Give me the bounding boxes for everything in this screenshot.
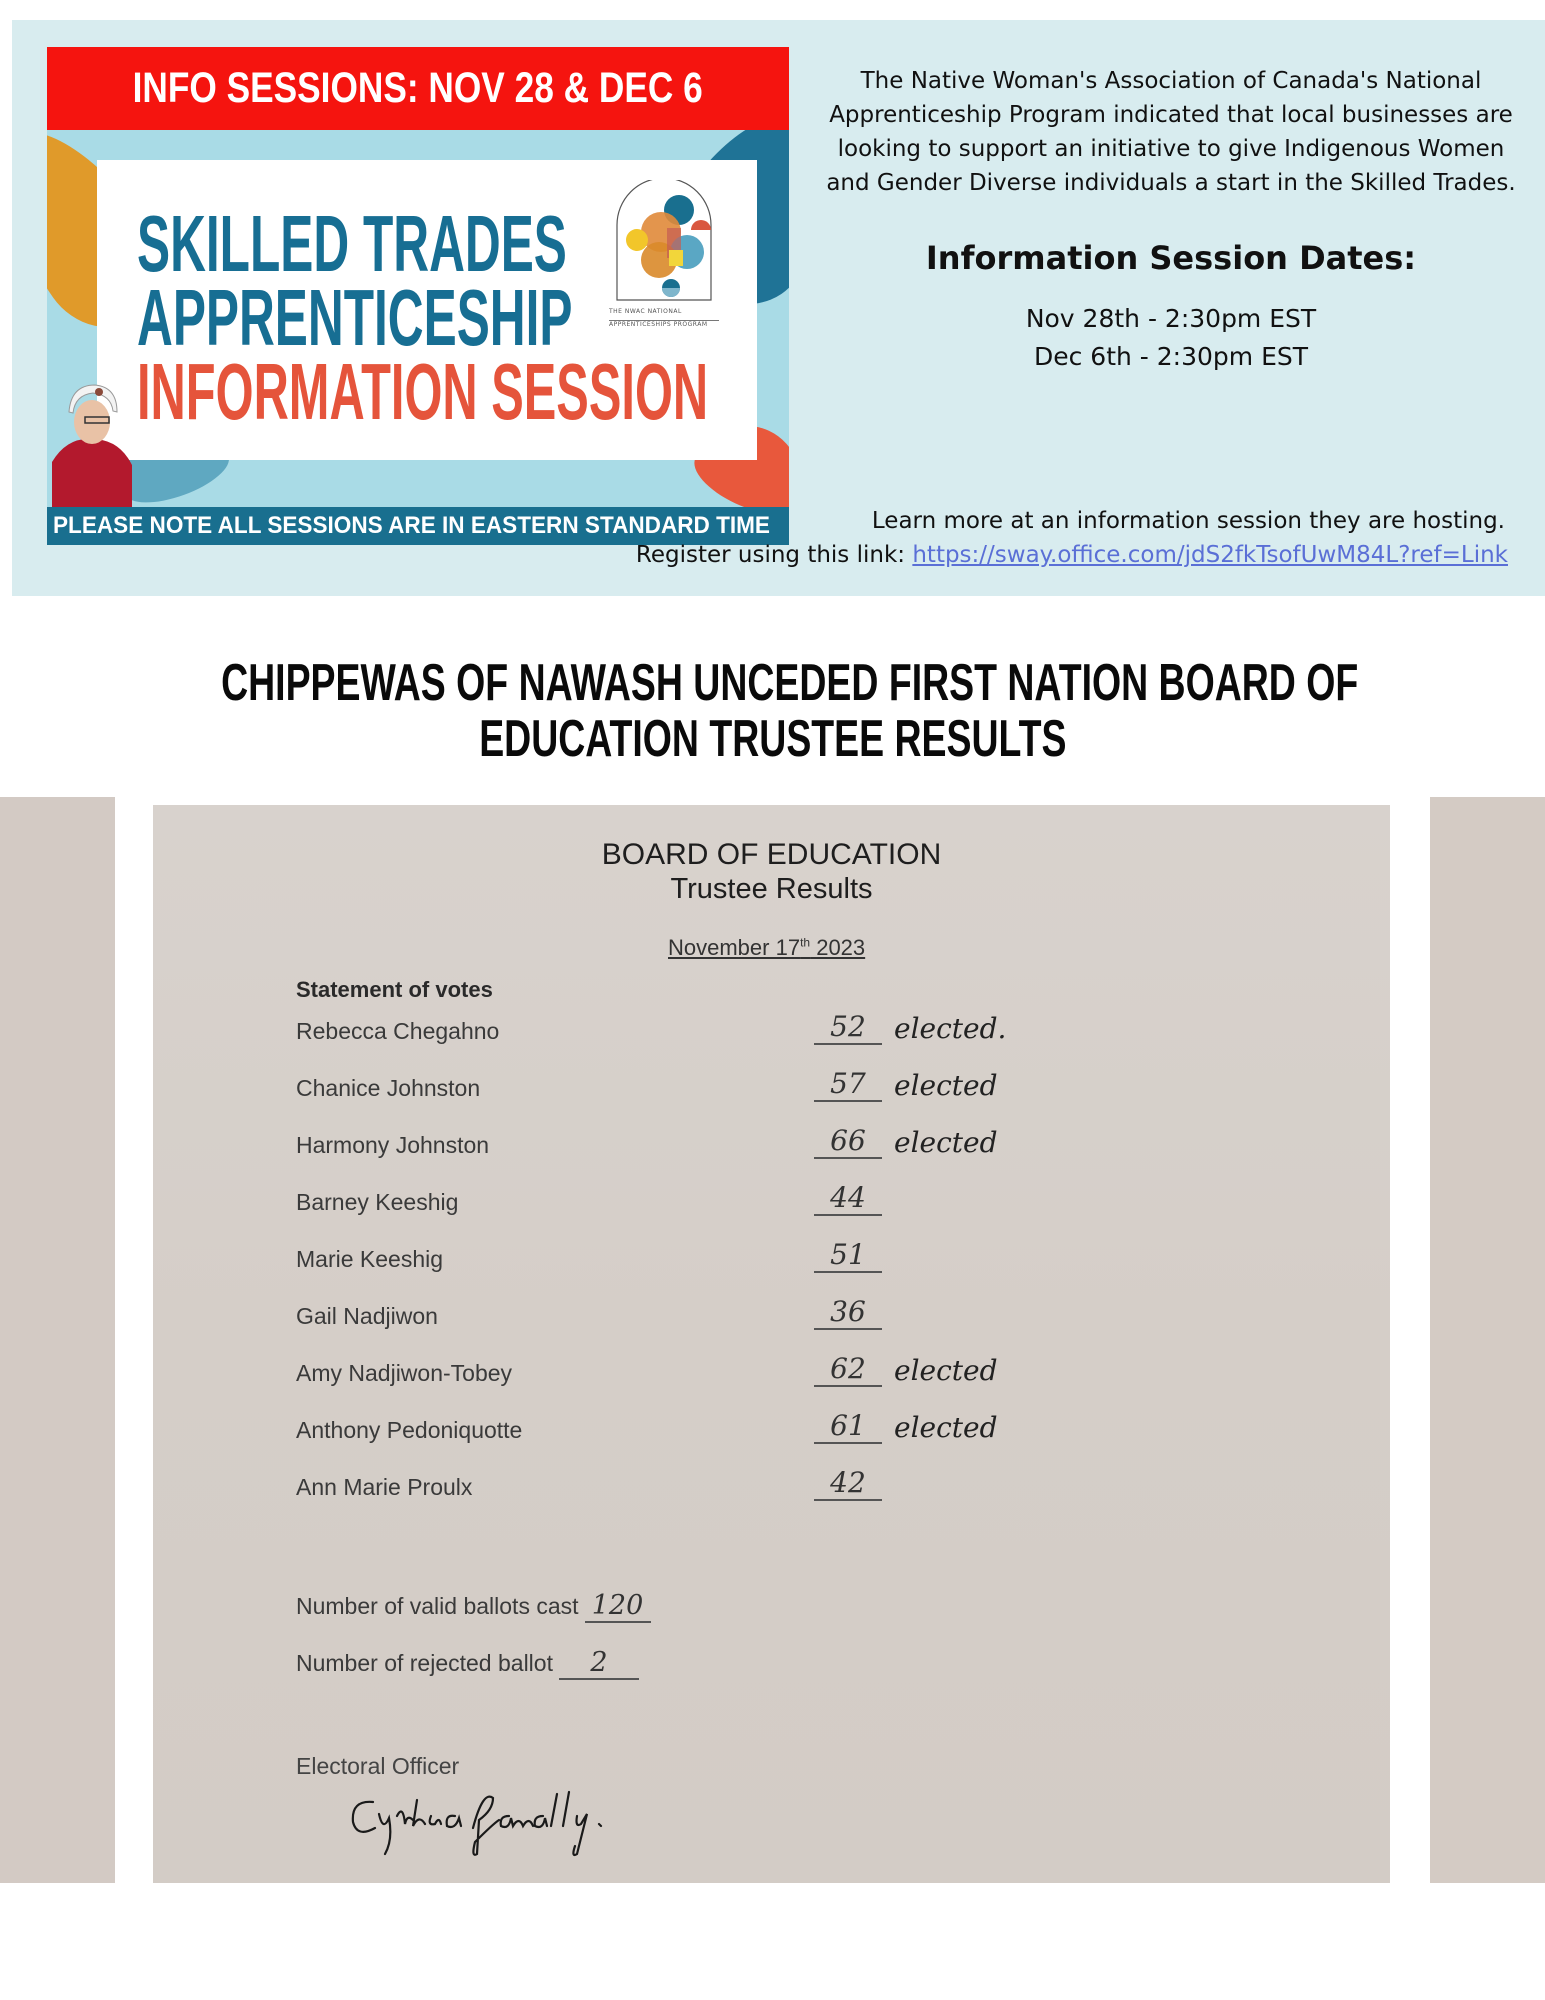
vote-count: 61 bbox=[814, 1409, 882, 1444]
banner-bottom-text: PLEASE NOTE ALL SESSIONS ARE IN EASTERN STANDARD TIME bbox=[53, 512, 770, 539]
info-text-column bbox=[802, 64, 1540, 376]
sheet-date-year: 2023 bbox=[810, 935, 866, 960]
person-in-hardhat-photo bbox=[47, 377, 137, 507]
headline-line2: EDUCATION TRUSTEE RESULTS bbox=[478, 710, 1067, 768]
trustee-results-sheet-photo bbox=[153, 805, 1390, 1883]
logo-text-line1: THE NWAC NATIONAL bbox=[609, 308, 682, 315]
nwac-logo bbox=[609, 180, 719, 330]
photo-edge-right bbox=[1430, 797, 1545, 1883]
valid-ballots-line bbox=[296, 1590, 651, 1623]
vote-count: 57 bbox=[814, 1067, 882, 1102]
sheet-date bbox=[668, 935, 865, 961]
elected-status: elected bbox=[894, 1411, 998, 1444]
program-description: The Native Woman's Association of Canada's National Apprenticeship Program indicated that local businesses are looking to support an initiative to give Indigenous Women and Gender Diverse individuals a start in the Skilled Trades. bbox=[826, 68, 1516, 196]
candidate-name: Anthony Pedoniquotte bbox=[296, 1417, 523, 1443]
banner-card bbox=[97, 160, 757, 460]
results-headline bbox=[0, 655, 1545, 767]
elected-status: elected bbox=[894, 1354, 998, 1387]
banner-title-line3: INFORMATION SESSION bbox=[137, 347, 709, 436]
vote-count: 44 bbox=[814, 1181, 882, 1216]
candidate-name: Harmony Johnston bbox=[296, 1132, 490, 1158]
register-label: Register using this link: bbox=[635, 542, 913, 568]
sheet-title: BOARD OF EDUCATION bbox=[601, 838, 942, 871]
elected-status: elected bbox=[894, 1126, 998, 1159]
vote-row bbox=[296, 1238, 1296, 1303]
electoral-officer-signature bbox=[343, 1780, 683, 1860]
banner-bottom-bar bbox=[47, 507, 789, 545]
rejected-ballots-value: 2 bbox=[559, 1647, 639, 1680]
vote-count: 51 bbox=[814, 1238, 882, 1273]
vote-row bbox=[296, 1466, 1296, 1531]
valid-ballots-label: Number of valid ballots cast bbox=[296, 1593, 579, 1619]
candidate-name: Amy Nadjiwon-Tobey bbox=[296, 1360, 513, 1386]
logo-text-line2: APPRENTICESHIPS PROGRAM bbox=[609, 320, 719, 328]
session-date-item: Nov 28th - 2:30pm EST bbox=[1025, 304, 1317, 333]
vote-count: 42 bbox=[814, 1466, 882, 1501]
electoral-officer-label: Electoral Officer bbox=[296, 1753, 460, 1779]
elected-status: elected bbox=[894, 1069, 998, 1102]
candidate-name: Chanice Johnston bbox=[296, 1075, 481, 1101]
votes-table bbox=[296, 1010, 1296, 1531]
banner-top-text: INFO SESSIONS: NOV 28 & DEC 6 bbox=[132, 64, 704, 112]
nwac-logo-icon bbox=[609, 180, 719, 305]
register-line bbox=[636, 542, 1508, 568]
photo-edge-left bbox=[0, 797, 115, 1883]
rejected-ballots-line bbox=[296, 1647, 639, 1680]
vote-count: 66 bbox=[814, 1124, 882, 1159]
learn-more-text: Learn more at an information session they are hosting. bbox=[871, 508, 1505, 534]
vote-row bbox=[296, 1295, 1296, 1360]
session-date-item: Dec 6th - 2:30pm EST bbox=[1033, 342, 1309, 371]
candidate-name: Marie Keeshig bbox=[296, 1246, 444, 1272]
banner-title-line1: SKILLED TRADES bbox=[137, 199, 567, 288]
vote-row bbox=[296, 1010, 1296, 1075]
banner-top-bar bbox=[47, 47, 789, 130]
vote-row bbox=[296, 1067, 1296, 1132]
valid-ballots-value: 120 bbox=[585, 1590, 651, 1623]
person-illustration bbox=[47, 377, 137, 507]
vote-count: 52 bbox=[814, 1010, 882, 1045]
sheet-date-suffix: th bbox=[800, 935, 811, 950]
vote-count: 62 bbox=[814, 1352, 882, 1387]
register-link[interactable]: https://sway.office.com/jdS2fkTsofUwM84L?ref=Link bbox=[912, 542, 1508, 568]
info-session-banner bbox=[47, 47, 789, 545]
signature-drawing bbox=[343, 1780, 683, 1860]
candidate-name: Barney Keeshig bbox=[296, 1189, 459, 1215]
vote-row bbox=[296, 1124, 1296, 1189]
vote-count: 36 bbox=[814, 1295, 882, 1330]
candidate-name: Gail Nadjiwon bbox=[296, 1303, 438, 1329]
vote-row bbox=[296, 1352, 1296, 1417]
session-dates-heading: Information Session Dates: bbox=[925, 239, 1417, 277]
info-session-panel bbox=[12, 20, 1545, 596]
vote-row bbox=[296, 1409, 1296, 1474]
elected-status: elected. bbox=[894, 1012, 1007, 1045]
rejected-ballots-label: Number of rejected ballot bbox=[296, 1650, 553, 1676]
headline-line1: CHIPPEWAS OF NAWASH UNCEDED FIRST NATION BOARD OF bbox=[221, 654, 1359, 712]
sheet-date-day: November 17 bbox=[668, 935, 801, 960]
sheet-subtitle: Trustee Results bbox=[670, 873, 873, 905]
candidate-name: Rebecca Chegahno bbox=[296, 1018, 500, 1044]
candidate-name: Ann Marie Proulx bbox=[296, 1474, 473, 1500]
session-dates-list bbox=[802, 300, 1540, 376]
banner-title-line2: APPRENTICESHIP bbox=[137, 273, 573, 362]
statement-of-votes-label: Statement of votes bbox=[296, 977, 493, 1002]
vote-row bbox=[296, 1181, 1296, 1246]
